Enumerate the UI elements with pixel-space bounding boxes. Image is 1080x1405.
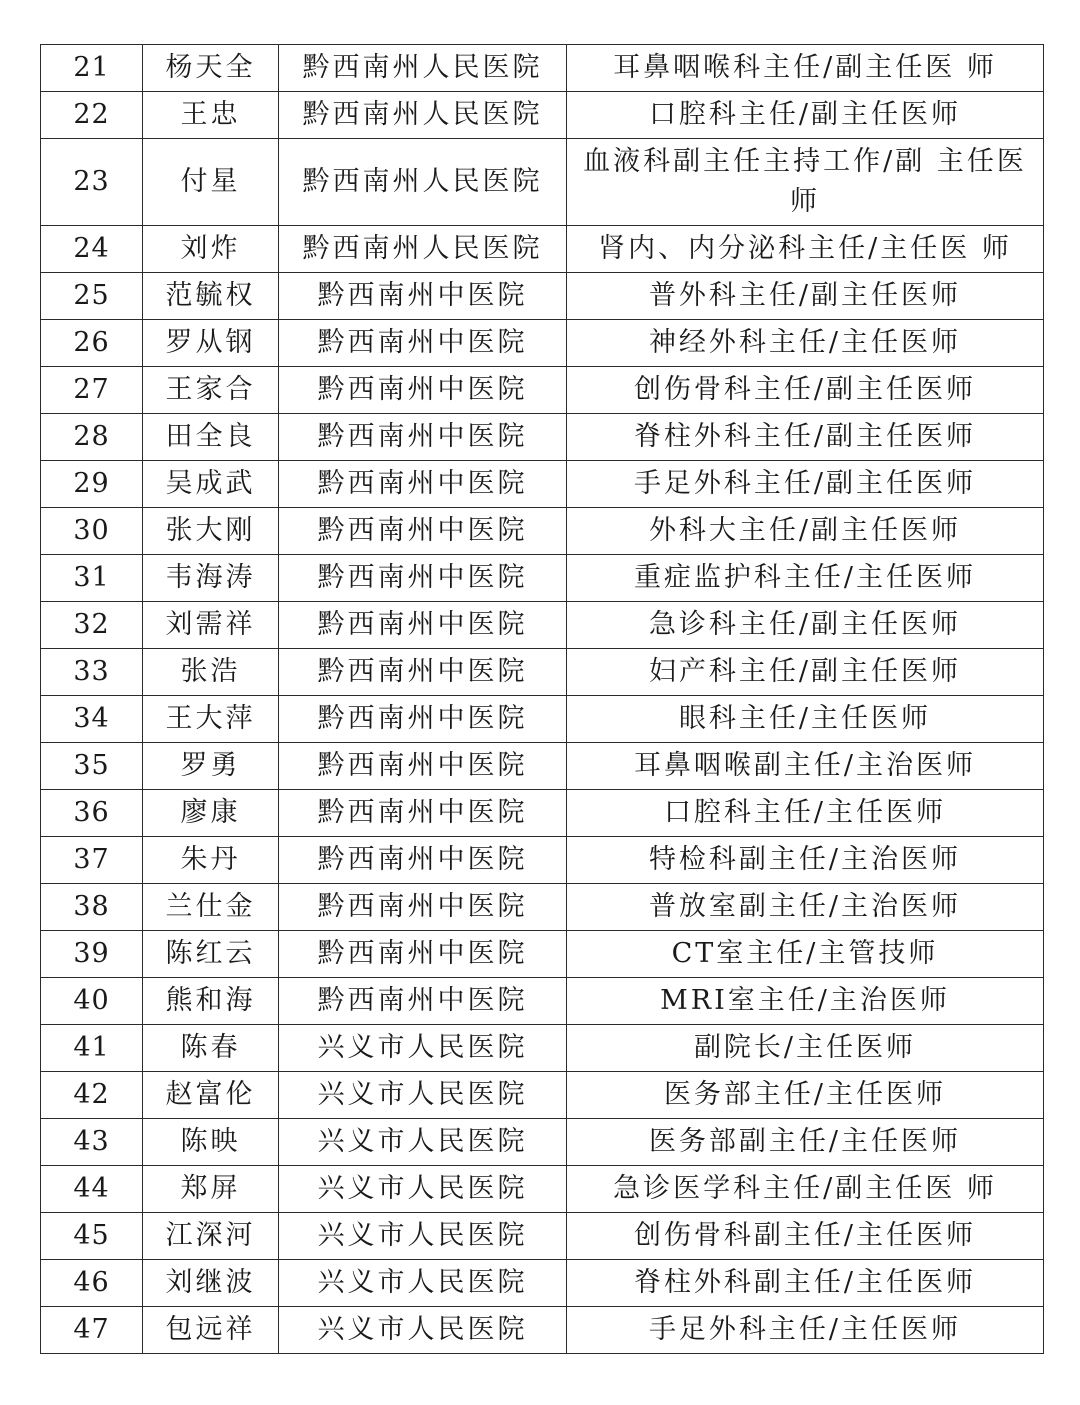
hospital-name: 黔西南州中医院 xyxy=(279,320,567,367)
job-title: 创伤骨科主任/副主任医师 xyxy=(567,367,1044,414)
person-name: 廖康 xyxy=(143,790,279,837)
hospital-name: 黔西南州人民医院 xyxy=(279,226,567,273)
table-row xyxy=(41,790,1044,837)
person-name: 王大萍 xyxy=(143,696,279,743)
hospital-name: 兴义市人民医院 xyxy=(279,1260,567,1307)
table-row xyxy=(41,602,1044,649)
table-row xyxy=(41,743,1044,790)
job-title: 肾内、内分泌科主任/主任医 师 xyxy=(567,226,1044,273)
row-number: 23 xyxy=(41,139,143,226)
person-name: 张浩 xyxy=(143,649,279,696)
row-number: 22 xyxy=(41,92,143,139)
person-name: 杨天全 xyxy=(143,45,279,92)
row-number: 46 xyxy=(41,1260,143,1307)
hospital-name: 黔西南州中医院 xyxy=(279,978,567,1025)
hospital-name: 兴义市人民医院 xyxy=(279,1307,567,1354)
table-row xyxy=(41,837,1044,884)
row-number: 40 xyxy=(41,978,143,1025)
table-row xyxy=(41,696,1044,743)
row-number: 30 xyxy=(41,508,143,555)
job-title: 普放室副主任/主治医师 xyxy=(567,884,1044,931)
table-row xyxy=(41,139,1044,226)
job-title: 脊柱外科主任/副主任医师 xyxy=(567,414,1044,461)
hospital-name: 兴义市人民医院 xyxy=(279,1213,567,1260)
hospital-name: 黔西南州中医院 xyxy=(279,931,567,978)
person-name: 兰仕金 xyxy=(143,884,279,931)
job-title: 妇产科主任/副主任医师 xyxy=(567,649,1044,696)
job-title: 重症监护科主任/主任医师 xyxy=(567,555,1044,602)
table-row xyxy=(41,978,1044,1025)
job-title: 外科大主任/副主任医师 xyxy=(567,508,1044,555)
hospital-name: 黔西南州中医院 xyxy=(279,508,567,555)
table-row xyxy=(41,414,1044,461)
job-title: 口腔科主任/主任医师 xyxy=(567,790,1044,837)
person-name: 陈红云 xyxy=(143,931,279,978)
table-row xyxy=(41,367,1044,414)
job-title: 脊柱外科副主任/主任医师 xyxy=(567,1260,1044,1307)
job-title: 特检科副主任/主治医师 xyxy=(567,837,1044,884)
hospital-name: 黔西南州中医院 xyxy=(279,790,567,837)
table-row xyxy=(41,555,1044,602)
job-title: 医务部副主任/主任医师 xyxy=(567,1119,1044,1166)
person-name: 王忠 xyxy=(143,92,279,139)
person-name: 刘炸 xyxy=(143,226,279,273)
row-number: 38 xyxy=(41,884,143,931)
person-name: 包远祥 xyxy=(143,1307,279,1354)
roster-table xyxy=(40,44,1044,1354)
row-number: 41 xyxy=(41,1025,143,1072)
hospital-name: 兴义市人民医院 xyxy=(279,1025,567,1072)
hospital-name: 黔西南州中医院 xyxy=(279,884,567,931)
person-name: 郑屏 xyxy=(143,1166,279,1213)
row-number: 31 xyxy=(41,555,143,602)
person-name: 熊和海 xyxy=(143,978,279,1025)
row-number: 36 xyxy=(41,790,143,837)
hospital-name: 黔西南州中医院 xyxy=(279,367,567,414)
hospital-name: 黔西南州中医院 xyxy=(279,696,567,743)
hospital-name: 黔西南州中医院 xyxy=(279,414,567,461)
table-row xyxy=(41,508,1044,555)
table-row xyxy=(41,273,1044,320)
job-title: 创伤骨科副主任/主任医师 xyxy=(567,1213,1044,1260)
table-row xyxy=(41,320,1044,367)
job-title: 耳鼻咽喉副主任/主治医师 xyxy=(567,743,1044,790)
table-row xyxy=(41,461,1044,508)
row-number: 35 xyxy=(41,743,143,790)
job-title: MRI室主任/主治医师 xyxy=(567,978,1044,1025)
row-number: 32 xyxy=(41,602,143,649)
person-name: 田全良 xyxy=(143,414,279,461)
row-number: 27 xyxy=(41,367,143,414)
hospital-name: 兴义市人民医院 xyxy=(279,1072,567,1119)
table-row xyxy=(41,1260,1044,1307)
row-number: 42 xyxy=(41,1072,143,1119)
person-name: 江深河 xyxy=(143,1213,279,1260)
row-number: 34 xyxy=(41,696,143,743)
hospital-name: 兴义市人民医院 xyxy=(279,1166,567,1213)
job-title: 手足外科主任/主任医师 xyxy=(567,1307,1044,1354)
person-name: 韦海涛 xyxy=(143,555,279,602)
person-name: 范毓权 xyxy=(143,273,279,320)
hospital-name: 黔西南州中医院 xyxy=(279,743,567,790)
job-title: 眼科主任/主任医师 xyxy=(567,696,1044,743)
table-row xyxy=(41,1119,1044,1166)
table-row xyxy=(41,1166,1044,1213)
person-name: 赵富伦 xyxy=(143,1072,279,1119)
row-number: 28 xyxy=(41,414,143,461)
row-number: 24 xyxy=(41,226,143,273)
job-title: 血液科副主任主持工作/副 主任医师 xyxy=(567,139,1044,226)
hospital-name: 黔西南州中医院 xyxy=(279,602,567,649)
job-title: 神经外科主任/主任医师 xyxy=(567,320,1044,367)
table-row xyxy=(41,1025,1044,1072)
person-name: 朱丹 xyxy=(143,837,279,884)
table-row xyxy=(41,226,1044,273)
person-name: 王家合 xyxy=(143,367,279,414)
row-number: 26 xyxy=(41,320,143,367)
hospital-name: 黔西南州人民医院 xyxy=(279,45,567,92)
job-title: 手足外科主任/副主任医师 xyxy=(567,461,1044,508)
table-row xyxy=(41,649,1044,696)
job-title: 耳鼻咽喉科主任/副主任医 师 xyxy=(567,45,1044,92)
table-row xyxy=(41,931,1044,978)
table-row xyxy=(41,1072,1044,1119)
job-title: 副院长/主任医师 xyxy=(567,1025,1044,1072)
hospital-name: 兴义市人民医院 xyxy=(279,1119,567,1166)
row-number: 45 xyxy=(41,1213,143,1260)
row-number: 21 xyxy=(41,45,143,92)
job-title: 普外科主任/副主任医师 xyxy=(567,273,1044,320)
hospital-name: 黔西南州人民医院 xyxy=(279,92,567,139)
row-number: 37 xyxy=(41,837,143,884)
hospital-name: 黔西南州中医院 xyxy=(279,837,567,884)
row-number: 25 xyxy=(41,273,143,320)
hospital-name: 黔西南州人民医院 xyxy=(279,139,567,226)
person-name: 刘继波 xyxy=(143,1260,279,1307)
job-title: 口腔科主任/副主任医师 xyxy=(567,92,1044,139)
table-row xyxy=(41,1213,1044,1260)
person-name: 付星 xyxy=(143,139,279,226)
person-name: 吴成武 xyxy=(143,461,279,508)
row-number: 39 xyxy=(41,931,143,978)
table-row xyxy=(41,884,1044,931)
hospital-name: 黔西南州中医院 xyxy=(279,555,567,602)
row-number: 47 xyxy=(41,1307,143,1354)
person-name: 陈春 xyxy=(143,1025,279,1072)
row-number: 44 xyxy=(41,1166,143,1213)
row-number: 43 xyxy=(41,1119,143,1166)
job-title: 医务部主任/主任医师 xyxy=(567,1072,1044,1119)
table-row xyxy=(41,92,1044,139)
person-name: 罗勇 xyxy=(143,743,279,790)
row-number: 33 xyxy=(41,649,143,696)
job-title: CT室主任/主管技师 xyxy=(567,931,1044,978)
person-name: 刘需祥 xyxy=(143,602,279,649)
person-name: 陈映 xyxy=(143,1119,279,1166)
hospital-name: 黔西南州中医院 xyxy=(279,649,567,696)
hospital-name: 黔西南州中医院 xyxy=(279,461,567,508)
hospital-name: 黔西南州中医院 xyxy=(279,273,567,320)
row-number: 29 xyxy=(41,461,143,508)
table-row xyxy=(41,45,1044,92)
job-title: 急诊医学科主任/副主任医 师 xyxy=(567,1166,1044,1213)
job-title: 急诊科主任/副主任医师 xyxy=(567,602,1044,649)
table-row xyxy=(41,1307,1044,1354)
person-name: 罗从钢 xyxy=(143,320,279,367)
person-name: 张大刚 xyxy=(143,508,279,555)
